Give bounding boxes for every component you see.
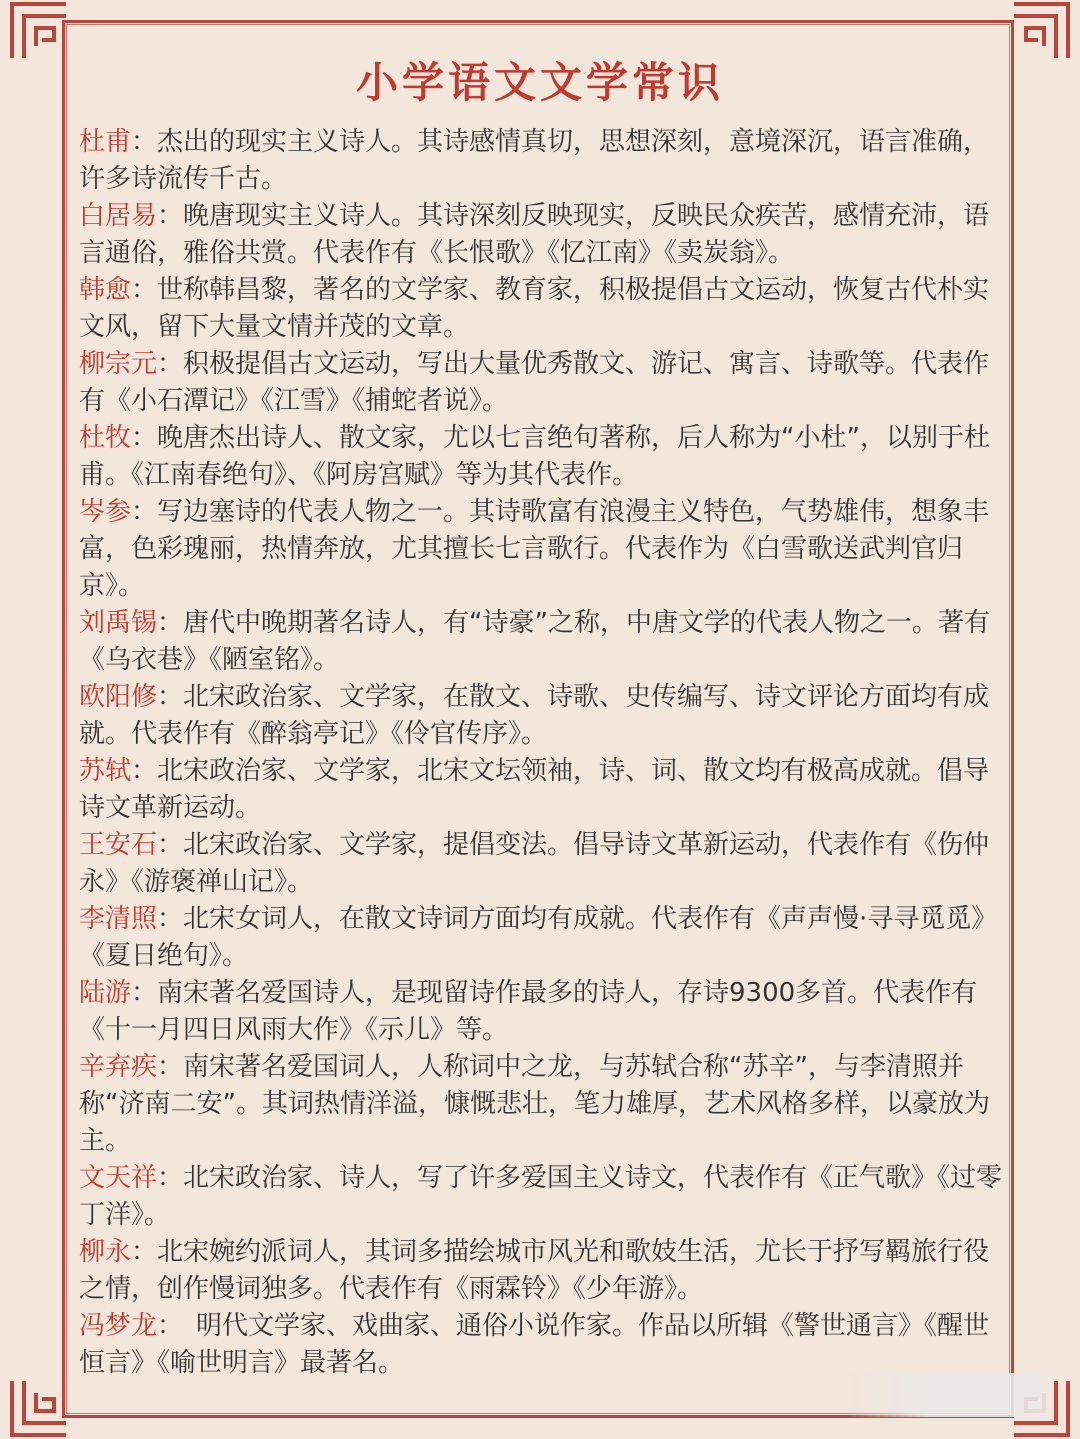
list-item (79, 605, 1014, 679)
poet-description: ：杰出的现实主义诗人。其诗感情真切，思想深刻，意境深沉，语言准确，许多诗流传千古。 (79, 127, 990, 194)
poet-description: ：晚唐杰出诗人、散文家，尤以七言绝句著称，后人称为“小杜”，以别于杜甫。《江南春绝句》、《阿房宫赋》等为其代表作。 (79, 423, 990, 490)
list-item (79, 494, 1014, 605)
list-item (79, 975, 1014, 1049)
list-item (79, 124, 1014, 198)
poet-description: ：晚唐现实主义诗人。其诗深刻反映现实，反映民众疾苦，感情充沛，语言通俗，雅俗共赏。代表作有《长恨歌》《忆江南》《卖炭翁》。 (79, 201, 990, 268)
list-item (79, 420, 1014, 494)
list-item (79, 1160, 1014, 1234)
list-item (79, 1234, 1014, 1308)
poet-name: 柳宗元 (79, 349, 158, 379)
list-item (79, 346, 1014, 420)
entry-list (79, 124, 1014, 1382)
poet-name: 苏轼 (79, 756, 132, 786)
poet-description: ：写边塞诗的代表人物之一。其诗歌富有浪漫主义特色，气势雄伟，想象丰富，色彩瑰丽，热情奔放，尤其擅长七言歌行。代表作为《白雪歌送武判官归京》。 (79, 497, 990, 601)
poet-name: 柳永 (79, 1237, 132, 1267)
poet-description: ：北宋政治家、诗人，写了许多爱国主义诗文，代表作有《正气歌》《过零丁洋》。 (79, 1163, 1003, 1230)
corner-ornament-icon (8, 1377, 70, 1439)
list-item (79, 198, 1014, 272)
list-item (79, 272, 1014, 346)
list-item (79, 679, 1014, 753)
list-item (79, 901, 1014, 975)
poet-description: ：积极提倡古文运动，写出大量优秀散文、游记、寓言、诗歌等。代表作有《小石潭记》《江雪》《捕蛇者说》。 (79, 349, 990, 416)
poet-name: 刘禹锡 (79, 608, 158, 638)
list-item (79, 1049, 1014, 1160)
poet-name: 文天祥 (79, 1163, 158, 1193)
poet-description: ：南宋著名爱国诗人，是现留诗作最多的诗人，存诗9300多首。代表作有《十一月四日风雨大作》《示儿》等。 (79, 978, 978, 1045)
poet-description: ：北宋政治家、文学家，北宋文坛领袖，诗、词、散文均有极高成就。倡导诗文革新运动。 (79, 756, 990, 823)
poet-description: ：北宋政治家、文学家，在散文、诗歌、史传编写、诗文评论方面均有成就。代表作有《醉翁亭记》《伶官传序》。 (79, 682, 990, 749)
watermark (846, 1373, 1046, 1417)
list-item (79, 1308, 1014, 1382)
poet-description: ：世称韩昌黎，著名的文学家、教育家，积极提倡古文运动，恢复古代朴实文风，留下大量文情并茂的文章。 (79, 275, 990, 342)
poet-description: ： 明代文学家、戏曲家、通俗小说作家。作品以所辑《警世通言》《醒世恒言》《喻世明言》最著名。 (79, 1311, 990, 1378)
poet-name: 辛弃疾 (79, 1052, 158, 1082)
poet-name: 冯梦龙 (79, 1311, 158, 1341)
poet-name: 李清照 (79, 904, 158, 934)
list-item (79, 827, 1014, 901)
poet-name: 岑参 (79, 497, 132, 527)
page-title: 小学语文文学常识 (355, 58, 724, 107)
poet-name: 陆游 (79, 978, 132, 1008)
poet-name: 韩愈 (79, 275, 132, 305)
poet-name: 杜牧 (79, 423, 132, 453)
poet-name: 杜甫 (79, 127, 132, 157)
poet-description: ：北宋女词人，在散文诗词方面均有成就。代表作有《声声慢·寻寻觅觅》《夏日绝句》。 (79, 904, 998, 971)
poet-name: 欧阳修 (79, 682, 158, 712)
poet-name: 白居易 (79, 201, 158, 231)
poet-description: ：唐代中晚期著名诗人，有“诗豪”之称，中唐文学的代表人物之一。著有《乌衣巷》《陋室铭》。 (79, 608, 990, 675)
poet-description: ：北宋婉约派词人，其词多描绘城市风光和歌妓生活，尤长于抒写羁旅行役之情，创作慢词独多。代表作有《雨霖铃》《少年游》。 (79, 1237, 990, 1304)
list-item (79, 753, 1014, 827)
poet-description: ：北宋政治家、文学家，提倡变法。倡导诗文革新运动，代表作有《伤仲永》《游褒禅山记》。 (79, 830, 990, 897)
poet-name: 王安石 (79, 830, 158, 860)
poet-description: ：南宋著名爱国词人，人称词中之龙，与苏轼合称“苏辛”，与李清照并称“济南二安”。其词热情洋溢，慷慨悲壮，笔力雄厚，艺术风格多样，以豪放为主。 (79, 1052, 990, 1156)
